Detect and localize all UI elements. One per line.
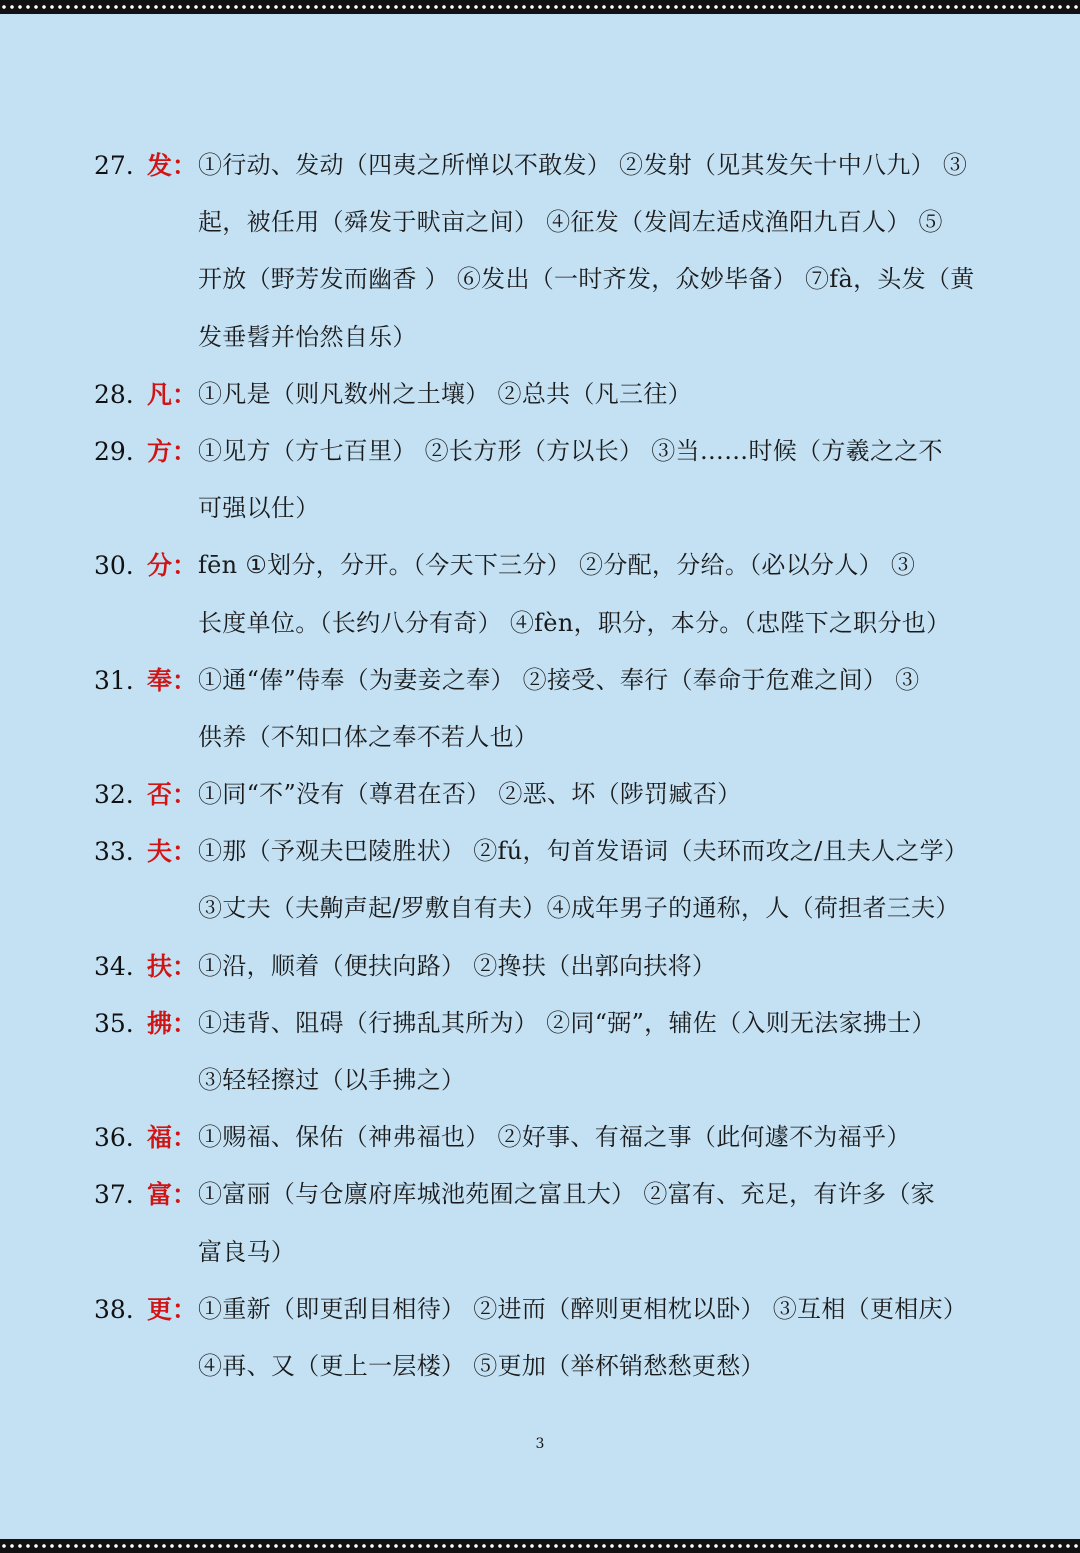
entry (0, 652, 998, 766)
entry-definition-line: ①通“俸”侍奉（为妻妾之奉） ②接受、奉行（奉命于危难之间） ③ (198, 665, 920, 694)
entry-number: 30. (94, 551, 134, 581)
entry-definition-line: 起，被任用（舜发于畎亩之间） ④征发（发闾左适戍渔阳九百人） ⑤ (198, 208, 943, 237)
bottom-decorative-border (0, 1539, 1080, 1553)
entry (0, 1109, 998, 1166)
entry-number: 28. (94, 379, 134, 409)
entry-character: 否： (147, 780, 198, 810)
entry (0, 137, 998, 366)
entry-definition-line: ①同“不”没有（尊君在否） ②恶、坏（陟罚臧否） (198, 780, 742, 809)
entry (0, 938, 998, 995)
entry-definition-line: 富良马） (198, 1237, 296, 1266)
entry-definition-line: ③丈夫（夫齁声起/罗敷自有夫）④成年男子的通称，人（荷担者三夫） (198, 894, 960, 923)
entry-definition-line: fēn ①划分，分开。（今天下三分） ②分配，分给。（必以分人） ③ (198, 551, 916, 580)
entry-character: 更： (147, 1294, 198, 1324)
entry-definition-line: 发垂髫并怡然自乐） (198, 322, 417, 351)
entry-number: 32. (94, 780, 134, 810)
entry-number: 29. (94, 436, 134, 466)
entry-definition-line: ①重新（即更刮目相待） ②进而（醉则更相枕以卧） ③互相（更相庆） (198, 1294, 968, 1323)
entry-definition-line: ①违背、阻碍（行拂乱其所为） ②同“弼”，辅佐（入则无法家拂士） (198, 1008, 936, 1037)
entry-character: 富： (147, 1180, 198, 1210)
entry-number: 33. (94, 837, 134, 867)
entry-character: 方： (147, 436, 198, 466)
entry-number: 35. (94, 1008, 134, 1038)
entry-character: 分： (147, 551, 198, 581)
entry-character: 凡： (147, 379, 198, 409)
entry-definition-line: 可强以仕） (198, 494, 320, 523)
entry-character: 福： (147, 1123, 198, 1153)
entry (0, 766, 998, 823)
entry-character: 拂： (147, 1008, 198, 1038)
entry-definition-line: ①见方（方七百里） ②长方形（方以长） ③当……时候（方羲之之不 (198, 436, 943, 465)
entry-definition-line: ①赐福、保佑（神弗福也） ②好事、有福之事（此何遽不为福乎） (198, 1123, 911, 1152)
entry-definition-line: 长度单位。（长约八分有奇） ④fèn，职分，本分。（忠陛下之职分也） (198, 608, 951, 637)
entry (0, 366, 998, 423)
entry-definition-line: ①行动、发动（四夷之所惮以不敢发） ②发射（见其发矢十中八九） ③ (198, 151, 968, 179)
entry (0, 1281, 998, 1395)
entry-number: 38. (94, 1294, 134, 1324)
entry-character: 夫： (147, 837, 198, 867)
entry-definition-line: ③轻轻擦过（以手拂之） (198, 1066, 466, 1094)
entry-character: 扶： (147, 951, 198, 981)
entry-number: 34. (94, 951, 134, 981)
entry-definition-line: 供养（不知口体之奉不若人也） (198, 722, 539, 751)
entry (0, 537, 998, 651)
entry-definition-line: ④再、又（更上一层楼） ⑤更加（举杯销愁愁更愁） (198, 1351, 765, 1380)
entry-character: 奉： (147, 665, 198, 695)
entry-number: 31. (94, 665, 134, 695)
top-decorative-border (0, 0, 1080, 14)
entry-definition-line: ①富丽（与仓廪府库城池苑囿之富且大） ②富有、充足，有许多（家 (198, 1180, 935, 1209)
entry (0, 423, 998, 537)
entry-number: 27. (94, 151, 134, 180)
entry-number: 36. (94, 1123, 134, 1153)
entry-definition-line: ①沿，顺着（便扶向路） ②搀扶（出郭向扶将） (198, 951, 717, 980)
entry (0, 995, 998, 1109)
page-number: 3 (535, 1436, 545, 1452)
entry-list (0, 137, 1080, 1395)
entry-definition-line: ①凡是（则凡数州之土壤） ②总共（凡三往） (198, 379, 692, 408)
entry-character: 发： (147, 151, 198, 180)
entry (0, 823, 998, 937)
entry-definition-line: ①那（予观夫巴陵胜状） ②fú，句首发语词（夫环而攻之/且夫人之学） (198, 837, 969, 866)
entry-definition-line: 开放（野芳发而幽香 ） ⑥发出（一时齐发，众妙毕备） ⑦fà，头发（黄 (198, 265, 975, 294)
entry (0, 1166, 998, 1280)
entry-number: 37. (94, 1180, 134, 1210)
